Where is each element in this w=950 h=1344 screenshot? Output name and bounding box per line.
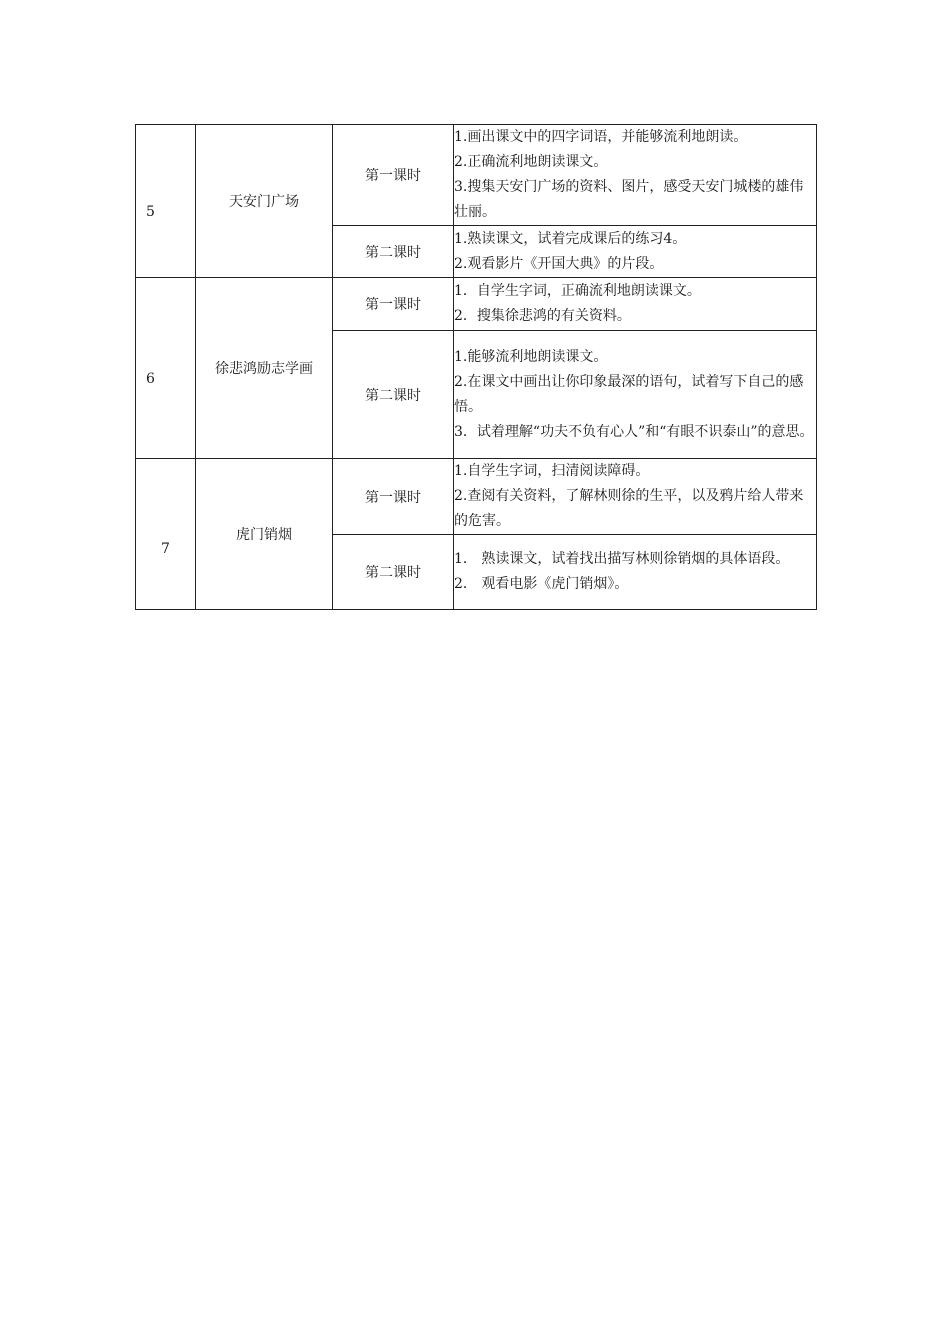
task-item: 2.查阅有关资料，了解林则徐的生平，以及鸦片给人带来的危害。: [454, 488, 804, 529]
lesson-number-cell: [136, 459, 196, 610]
lesson-number: 5: [146, 204, 155, 220]
lesson-title-cell: [196, 278, 333, 459]
tasks-cell: [454, 459, 817, 535]
tasks-cell: [454, 278, 817, 331]
lesson-plan-table: [135, 124, 817, 610]
table-row: [136, 125, 817, 226]
table-row: [136, 459, 817, 535]
tasks-cell: [454, 125, 817, 226]
period-label: 第一课时: [365, 489, 421, 506]
period-cell: [333, 459, 454, 535]
period-label: 第二课时: [365, 387, 421, 404]
task-item: 2.正确流利地朗读课文。: [454, 154, 608, 170]
lesson-title: 天安门广场: [229, 194, 299, 210]
lesson-number-cell: [136, 125, 196, 278]
lesson-number-cell: [136, 278, 196, 459]
lesson-number: 7: [161, 541, 170, 557]
task-item: 1.能够流利地朗读课文。: [454, 348, 608, 365]
period-cell: [333, 226, 454, 278]
task-item: 1.熟读课文，试着完成课后的练习4。: [454, 230, 687, 247]
lesson-title: 虎门销烟: [236, 527, 292, 543]
period-cell: [333, 535, 454, 610]
period-label: 第一课时: [365, 168, 421, 184]
task-item: 1.自学生字词，扫清阅读障碍。: [454, 463, 650, 479]
task-item: 1.画出课文中的四字词语，并能够流利地朗读。: [454, 129, 748, 145]
task-item: 3．试着理解“功夫不负有心人”和“有眼不识泰山”的意思。: [454, 423, 814, 440]
task-item: 1． 熟读课文，试着找出描写林则徐销烟的具体语段。: [454, 551, 790, 567]
period-label: 第二课时: [365, 565, 421, 581]
period-label: 第二课时: [365, 244, 421, 261]
lesson-number: 6: [146, 371, 155, 387]
period-cell: [333, 278, 454, 331]
tasks-cell: [454, 331, 817, 459]
lesson-title-cell: [196, 459, 333, 610]
period-cell: [333, 125, 454, 226]
task-item: 2.观看影片《开国大典》的片段。: [454, 255, 664, 272]
task-item: 1．自学生字词，正确流利地朗读课文。: [454, 283, 701, 299]
period-label: 第一课时: [365, 297, 421, 313]
lesson-title-cell: [196, 125, 333, 278]
tasks-cell: [454, 226, 817, 278]
tasks-cell: [454, 535, 817, 610]
task-item: 2．搜集徐悲鸿的有关资料。: [454, 308, 631, 324]
task-item: 3.搜集天安门广场的资料、图片，感受天安门城楼的雄伟壮丽。: [454, 179, 804, 220]
lesson-title: 徐悲鸿励志学画: [215, 361, 313, 377]
task-item: 2． 观看电影《虎门销烟》。: [454, 576, 629, 592]
table-row: [136, 278, 817, 331]
task-item: 2.在课文中画出让你印象最深的语句，试着写下自己的感悟。: [454, 373, 804, 415]
period-cell: [333, 331, 454, 459]
